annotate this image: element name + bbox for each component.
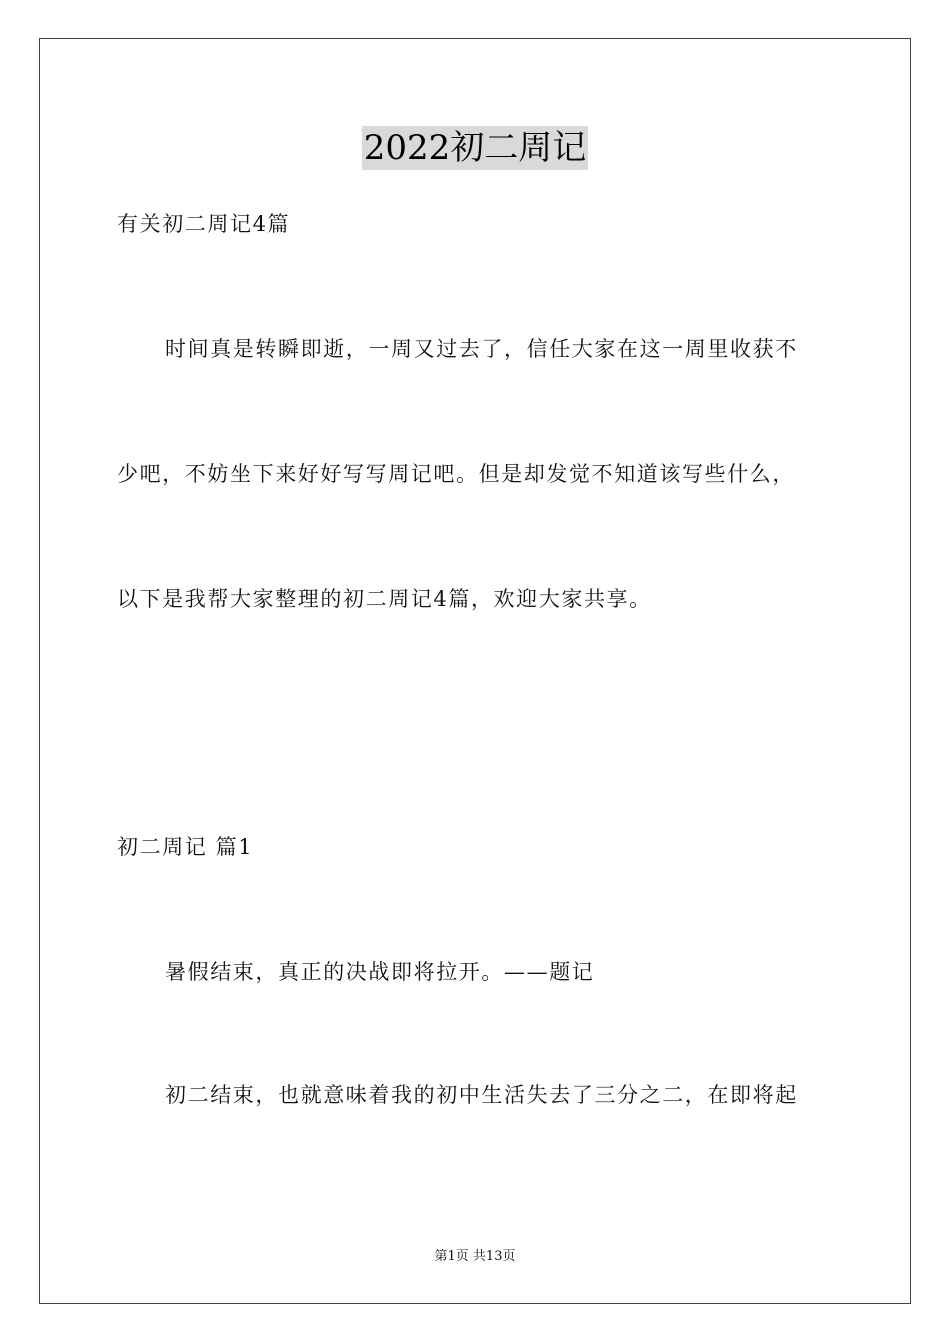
page-footer: 第1页 共13页 (434, 1249, 516, 1264)
section-heading: 初二周记 篇1 (117, 835, 254, 859)
title-container (0, 126, 950, 170)
intro-line-1: 时间真是转瞬即逝，一周又过去了，信任大家在这一周里收获不 (165, 337, 798, 361)
body-line-1: 暑假结束，真正的决战即将拉开。——题记 (165, 960, 595, 984)
intro-line-2: 少吧，不妨坐下来好好写写周记吧。但是却发觉不知道该写些什么， (117, 462, 795, 486)
document-title: 2022初二周记 (363, 128, 587, 168)
intro-line-3: 以下是我帮大家整理的初二周记4篇，欢迎大家共享。 (117, 587, 652, 611)
document-subtitle: 有关初二周记4篇 (117, 212, 291, 236)
body-line-2: 初二结束，也就意味着我的初中生活失去了三分之二，在即将起 (165, 1083, 798, 1107)
